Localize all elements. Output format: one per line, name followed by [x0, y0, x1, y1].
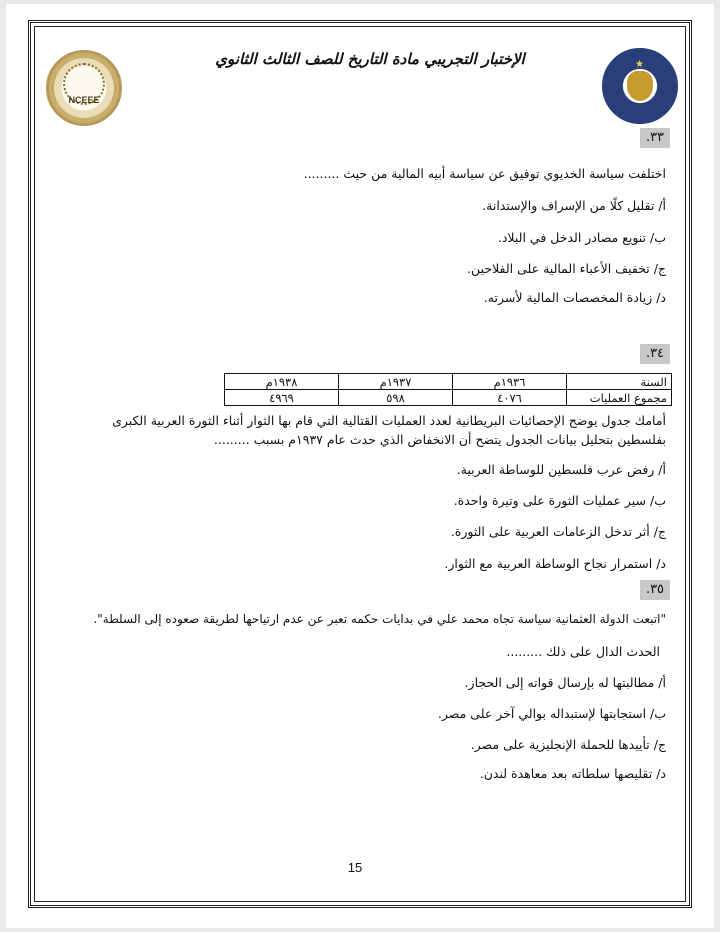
nceee-logo: [46, 50, 122, 126]
page-number: 15: [347, 860, 363, 875]
question-35-quote: "اتبعت الدولة العثمانية سياسة تجاه محمد علي في بدايات حكمه تعبر عن عدم ارتياحها لطريقة صعوده إلى السلطة".: [93, 612, 666, 626]
question-33-option-b[interactable]: ب/ تنويع مصادر الدخل في البلاد.: [497, 230, 666, 245]
exam-title: الإختبار التجريبي مادة التاريخ للصف الثالث الثانوي: [215, 50, 525, 68]
table-row-years: [225, 374, 672, 390]
question-33-number: ٣٣.: [640, 128, 670, 148]
question-34-option-c[interactable]: ج/ أثر تدخل الزعامات العربية على الثورة.: [450, 524, 666, 539]
table-cell-year: ١٩٣٦م: [453, 374, 567, 390]
nceee-logo-text: NCEEE: [68, 95, 100, 105]
question-33-stem: اختلفت سياسة الخديوي توفيق عن سياسة أبيه المالية من حيث .........: [303, 166, 666, 181]
question-33-option-a[interactable]: أ/ تقليل كلًا من الإسراف والإستدانة.: [482, 198, 666, 213]
table-cell-count: ٤٩٦٩: [225, 390, 339, 406]
table-cell-year: ١٩٣٧م: [339, 374, 453, 390]
table-header-year: السنة: [567, 374, 672, 390]
question-35-option-c[interactable]: ج/ تأييدها للحملة الإنجليزية على مصر.: [470, 737, 666, 752]
operations-table: [224, 373, 672, 406]
question-35-number: ٣٥.: [640, 580, 670, 600]
question-33-option-d[interactable]: د/ زيادة المخصصات المالية لأسرته.: [483, 290, 666, 305]
eagle-emblem-icon: [627, 71, 653, 101]
question-34-stem-line-2: بفلسطين بتحليل بيانات الجدول يتضح أن الانخفاض الذي حدث عام ١٩٣٧م بسبب .........: [213, 432, 666, 447]
question-34-option-b[interactable]: ب/ سير عمليات الثورة على وتيرة واحدة.: [453, 493, 666, 508]
table-row-operations: [225, 390, 672, 406]
question-35-stem: الحدث الدال على ذلك .........: [506, 644, 660, 659]
question-35-option-d[interactable]: د/ تقليصها سلطاته بعد معاهدة لندن.: [479, 766, 666, 781]
question-35-option-b[interactable]: ب/ استجابتها لإستبداله بوالي آخر على مصر.: [437, 706, 666, 721]
table-cell-count: ٥٩٨: [339, 390, 453, 406]
table-header-operations: مجموع العمليات: [567, 390, 672, 406]
table-cell-count: ٤٠٧٦: [453, 390, 567, 406]
question-33-option-c[interactable]: ج/ تخفيف الأعباء المالية على الفلاحين.: [467, 261, 666, 276]
star-icon: ★: [635, 59, 644, 70]
question-34-stem-line-1: أمامك جدول يوضح الإحصائيات البريطانية لعدد العمليات القتالية التي قام بها الثوار أثناء الثورة العربية الكبرى: [112, 413, 666, 428]
ministry-of-education-logo: [602, 48, 678, 124]
question-34-number: ٣٤.: [640, 344, 670, 364]
question-34-option-d[interactable]: د/ استمرار نجاح الوساطة العربية مع الثوار.: [444, 556, 666, 571]
question-35-option-a[interactable]: أ/ مطالبتها له بإرسال قواته إلى الحجاز.: [464, 675, 666, 690]
table-cell-year: ١٩٣٨م: [225, 374, 339, 390]
question-34-option-a[interactable]: أ/ رفض عرب فلسطين للوساطة العربية.: [456, 462, 666, 477]
